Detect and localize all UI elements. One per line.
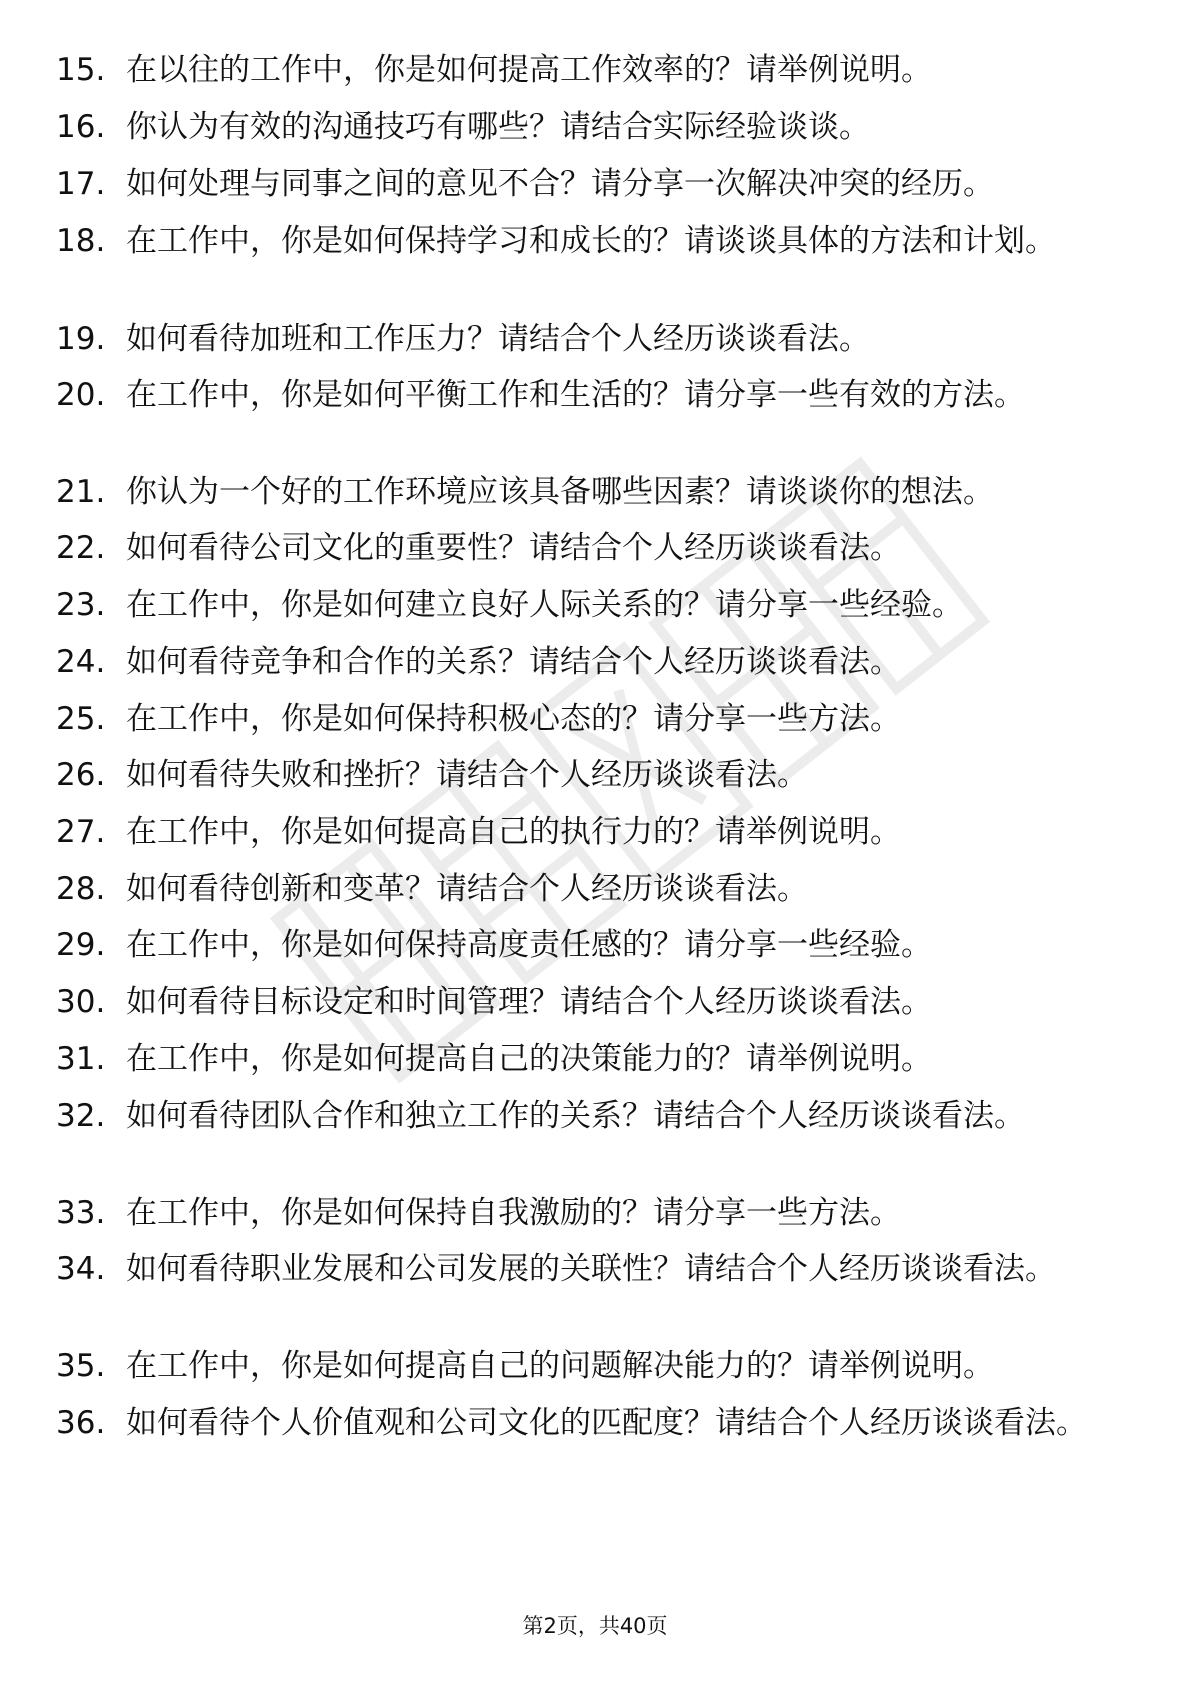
question-number: 28. (56, 871, 106, 907)
question-text: 在工作中，你是如何提高自己的问题解决能力的？请举例说明。 (126, 1348, 994, 1384)
question-text: 如何看待失败和挫折？请结合个人经历谈谈看法。 (126, 757, 808, 793)
question-number: 34. (56, 1251, 106, 1287)
question-number: 19. (56, 321, 106, 357)
question-item (56, 922, 1116, 968)
question-item (56, 809, 1116, 855)
question-number: 31. (56, 1041, 106, 1077)
question-item (56, 979, 1116, 1025)
question-text: 在工作中，你是如何提高自己的决策能力的？请举例说明。 (126, 1041, 932, 1077)
question-number: 18. (56, 223, 106, 259)
question-item (56, 1036, 1116, 1082)
question-text: 在工作中，你是如何保持高度责任感的？请分享一些经验。 (126, 927, 932, 963)
question-item (56, 1343, 1116, 1389)
question-number: 26. (56, 757, 106, 793)
question-item (56, 866, 1116, 912)
question-number: 15. (56, 52, 106, 88)
question-text: 如何看待加班和工作压力？请结合个人经历谈谈看法。 (126, 321, 870, 357)
question-text: 如何看待公司文化的重要性？请结合个人经历谈谈看法。 (126, 530, 901, 566)
question-text: 你认为一个好的工作环境应该具备哪些因素？请谈谈你的想法。 (126, 474, 994, 510)
question-number: 16. (56, 109, 106, 145)
question-text: 在工作中，你是如何保持自我激励的？请分享一些方法。 (126, 1195, 901, 1231)
question-number: 33. (56, 1195, 106, 1231)
question-item (56, 372, 1116, 418)
question-number: 36. (56, 1405, 106, 1441)
question-item (56, 525, 1116, 571)
question-item (56, 469, 1116, 515)
question-number: 22. (56, 530, 106, 566)
question-item (56, 1246, 1116, 1292)
question-number: 21. (56, 474, 106, 510)
question-text: 在以往的工作中，你是如何提高工作效率的？请举例说明。 (126, 52, 932, 88)
question-text: 在工作中，你是如何建立良好人际关系的？请分享一些经验。 (126, 587, 963, 623)
question-number: 29. (56, 927, 106, 963)
question-item (56, 47, 1116, 93)
question-text: 如何看待目标设定和时间管理？请结合个人经历谈谈看法。 (126, 984, 932, 1020)
question-number: 25. (56, 701, 106, 737)
question-item (56, 639, 1116, 685)
question-number: 30. (56, 984, 106, 1020)
question-item (56, 316, 1116, 362)
question-text: 如何看待创新和变革？请结合个人经历谈谈看法。 (126, 871, 808, 907)
page-number-footer: 第2页，共40页 (522, 1614, 668, 1638)
question-text: 在工作中，你是如何保持学习和成长的？请谈谈具体的方法和计划。 (126, 223, 1056, 259)
question-text: 在工作中，你是如何提高自己的执行力的？请举例说明。 (126, 814, 901, 850)
question-item (56, 1093, 1116, 1139)
question-item (56, 752, 1116, 798)
question-item (56, 104, 1116, 150)
question-number: 24. (56, 644, 106, 680)
question-text: 如何处理与同事之间的意见不合？请分享一次解决冲突的经历。 (126, 166, 994, 202)
question-text: 如何看待职业发展和公司发展的关联性？请结合个人经历谈谈看法。 (126, 1251, 1056, 1287)
question-text: 你认为有效的沟通技巧有哪些？请结合实际经验谈谈。 (126, 109, 870, 145)
question-item (56, 696, 1116, 742)
question-number: 27. (56, 814, 106, 850)
question-text: 如何看待竞争和合作的关系？请结合个人经历谈谈看法。 (126, 644, 901, 680)
question-item (56, 161, 1116, 207)
question-text: 在工作中，你是如何保持积极心态的？请分享一些方法。 (126, 701, 901, 737)
question-item (56, 582, 1116, 628)
question-number: 35. (56, 1348, 106, 1384)
question-number: 17. (56, 166, 106, 202)
question-item (56, 1400, 1116, 1446)
question-item (56, 1190, 1116, 1236)
question-text: 在工作中，你是如何平衡工作和生活的？请分享一些有效的方法。 (126, 377, 1025, 413)
question-number: 20. (56, 377, 106, 413)
question-item (56, 218, 1116, 264)
question-text: 如何看待团队合作和独立工作的关系？请结合个人经历谈谈看法。 (126, 1098, 1025, 1134)
question-number: 23. (56, 587, 106, 623)
question-text: 如何看待个人价值观和公司文化的匹配度？请结合个人经历谈谈看法。 (126, 1405, 1087, 1441)
question-number: 32. (56, 1098, 106, 1134)
